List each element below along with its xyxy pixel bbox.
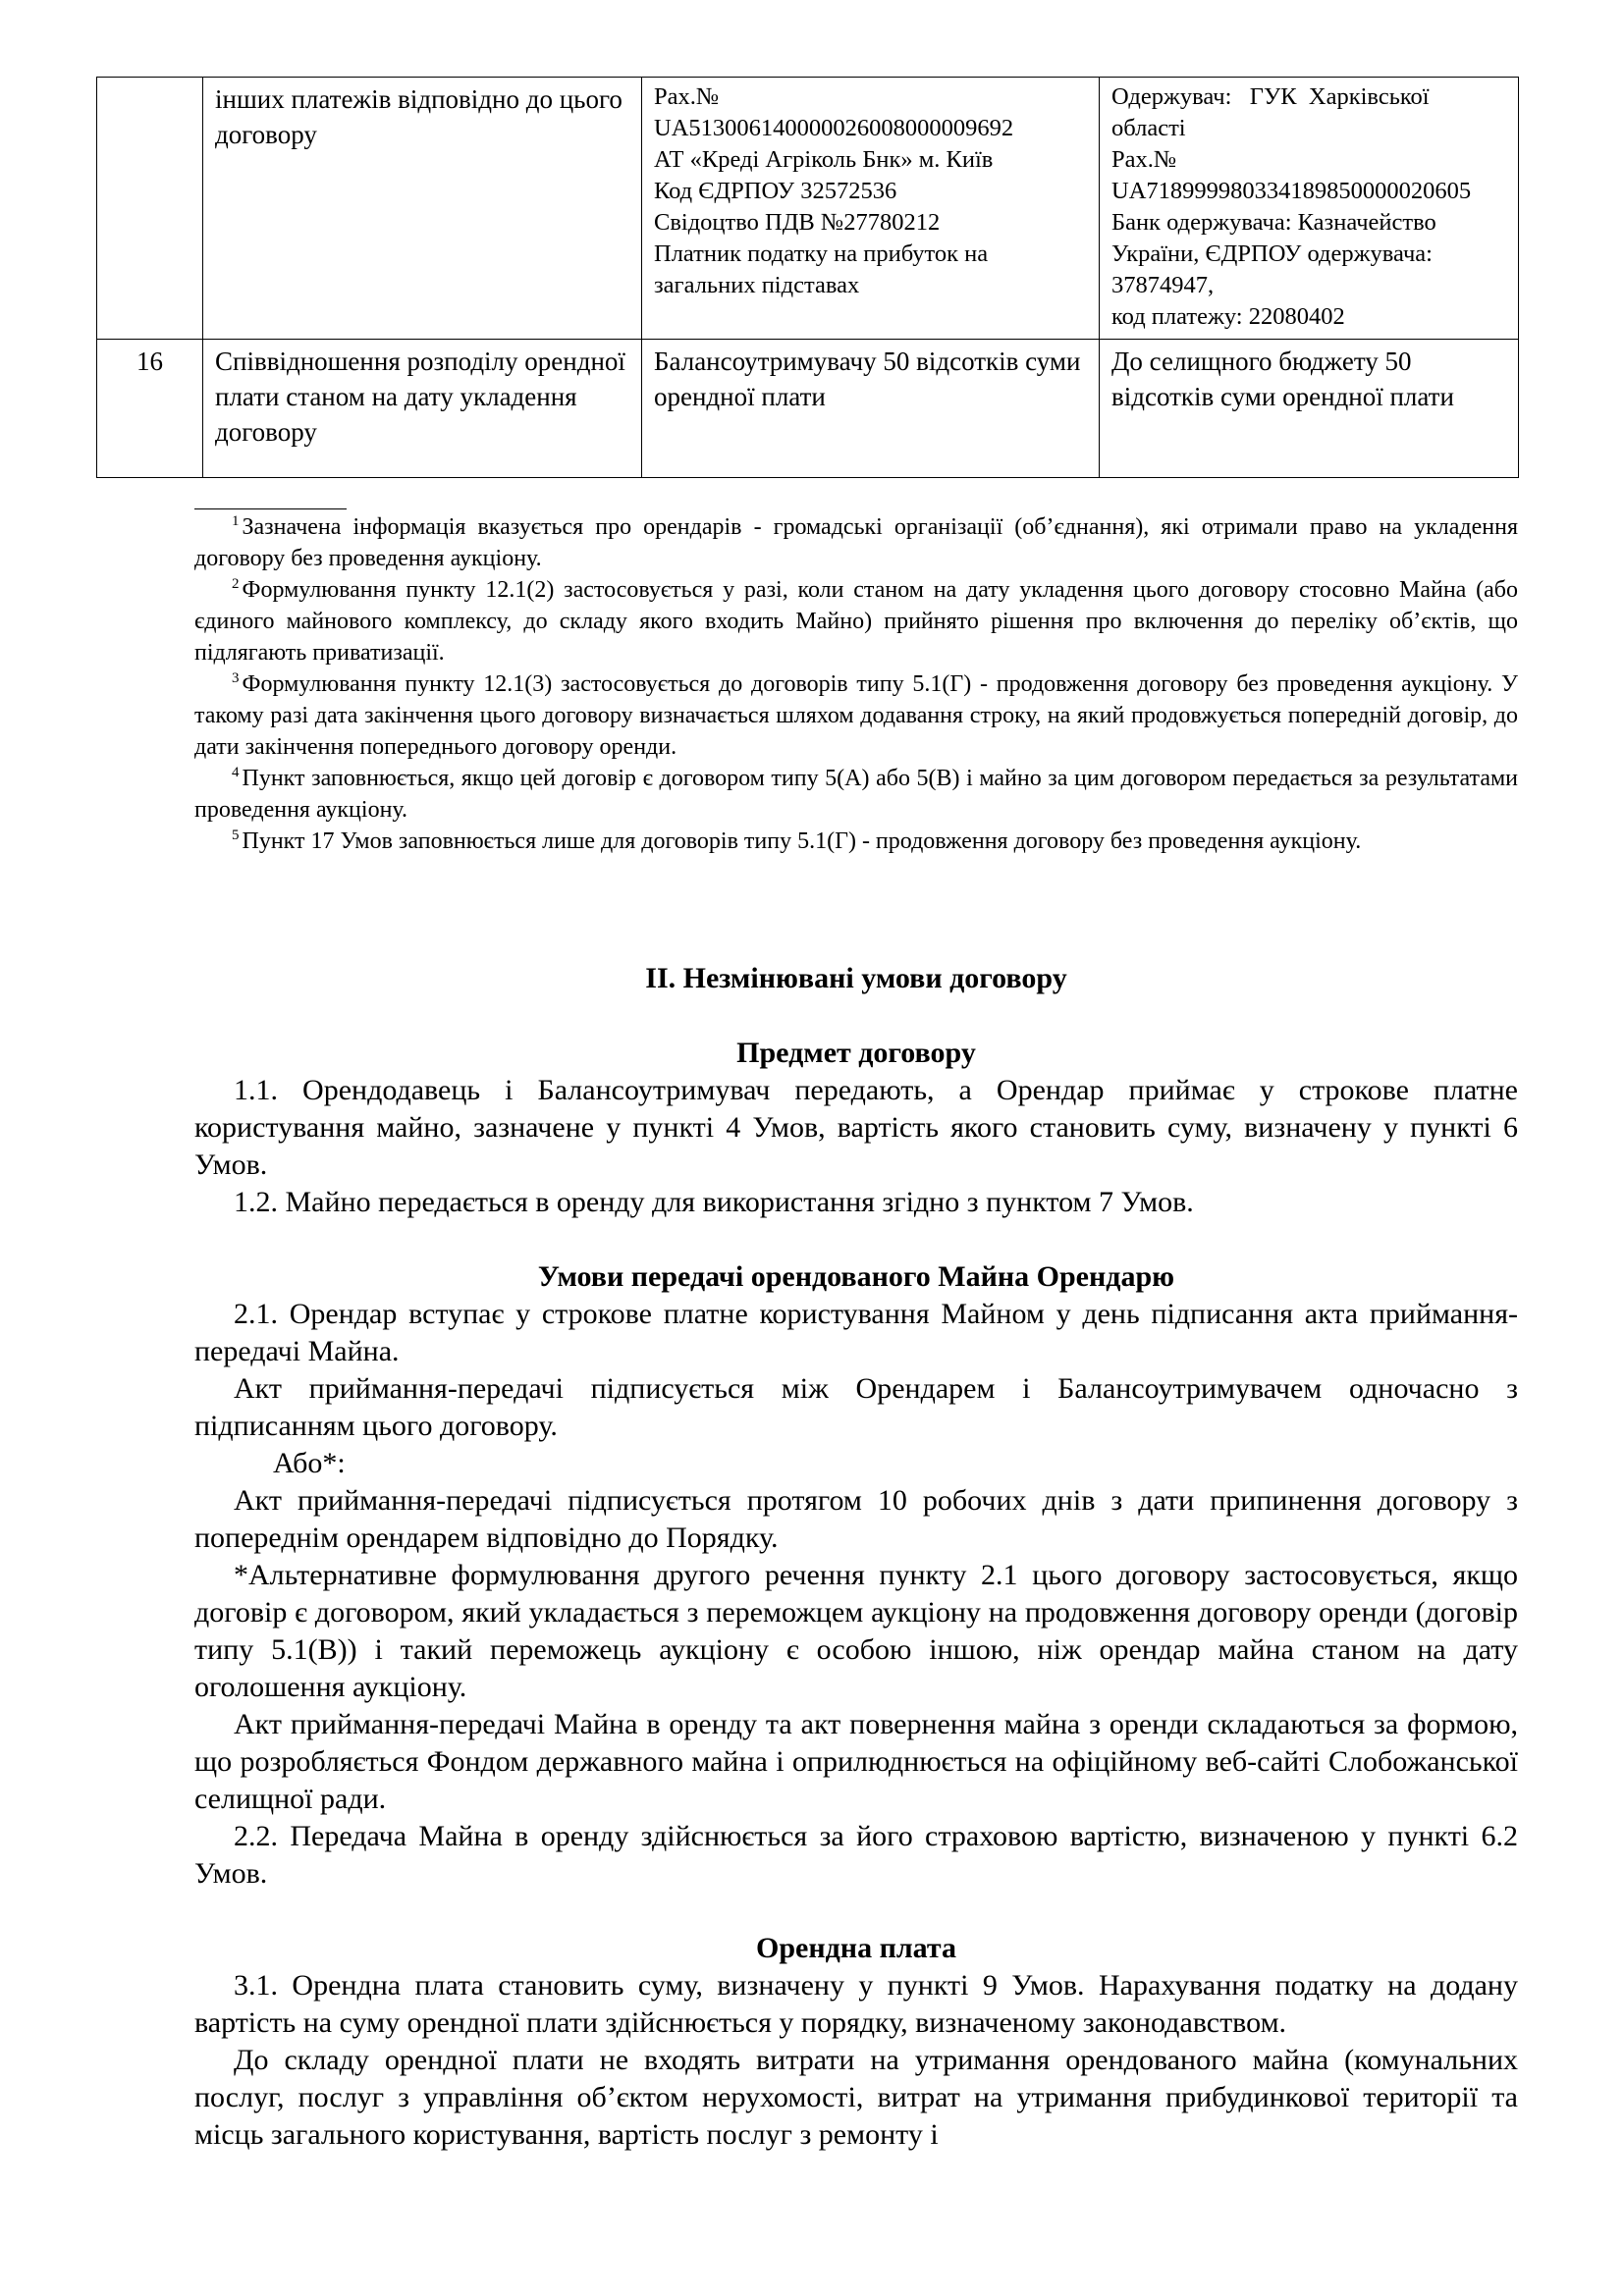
recipient-details-cell — [1100, 78, 1519, 340]
paragraph: *Альтернативне формулювання другого речення пункту 2.1 цього договору застосовується, якщо договір є договором, який укладається з переможцем аукціону на продовження договору оренди (договір типу 5.1(В)) і такий переможець аукціону є особою іншою, ніж орендар майна станом на дату оголошення аукціону. — [194, 1559, 1518, 1703]
contract-conditions-table — [96, 77, 1519, 478]
condition-name-cell: інших платежів відповідно до цього договору — [203, 78, 642, 340]
footnote-mark: 2 — [232, 576, 240, 592]
condition-name-cell: Співвідношення розподілу орендної плати станом на дату укладення договору — [203, 340, 642, 478]
footnote-mark: 3 — [232, 670, 240, 686]
footnote-mark: 4 — [232, 765, 240, 780]
footnote-mark: 5 — [232, 828, 240, 843]
recipient-line: Рах.№ — [1111, 146, 1177, 173]
paragraph: Акт приймання-передачі підписується протягом 10 робочих днів з дати припинення договору з попереднім орендарем відповідно до Порядку. — [194, 1484, 1518, 1554]
footnote-text: Формулювання пункту 12.1(2) застосовується у разі, коли станом на дату укладення цього договору стосовно Майна (або єдиного майнового комплексу, до складу якого входить Майно) прийнято рішення про включення до переліку об’єктів, що підлягають приватизації. — [194, 577, 1518, 666]
recipient-line: UA718999980334189850000020605 — [1111, 178, 1472, 204]
lessor-share-cell: Балансоутримувачу 50 відсотків суми орендної плати — [642, 340, 1100, 478]
paragraph: До складу орендної плати не входять витрати на утримання орендованого майна (комунальних послуг, послуг з управління об’єктом нерухомості, витрат на утримання прибудинкової території та місць загального користування, вартість послуг з ремонту і — [194, 2044, 1518, 2151]
lessor-line: Платник податку на прибуток на — [654, 240, 989, 267]
row-number-cell — [97, 78, 203, 340]
subsection-heading: Орендна плата — [755, 1932, 957, 1964]
footnote — [194, 763, 1518, 826]
lessor-line: Код ЄДРПОУ 32572536 — [654, 178, 897, 204]
contract-body — [194, 960, 1518, 2154]
budget-share-cell: До селищного бюджету 50 відсотків суми орендної плати — [1100, 340, 1519, 478]
recipient-line: області — [1111, 115, 1186, 141]
footnote — [194, 511, 1518, 574]
paragraph: 1.1. Орендодавець і Балансоутримувач передають, а Орендар приймає у строкове платне користування майно, зазначене у пункті 4 Умов, вартість якого становить суму, визначену у пункті 6 Умов. — [194, 1074, 1518, 1181]
footnote — [194, 826, 1518, 857]
lessor-line: Рах.№ — [654, 83, 720, 110]
paragraph: Акт приймання-передачі Майна в оренду та акт повернення майна з оренди складаються за формою, що розробляється Фондом державного майна і оприлюднюється на офіційному веб-сайті Слобожанської селищної ради. — [194, 1708, 1518, 1815]
table-row — [97, 78, 1519, 340]
lessor-line: UA513006140000026008000009692 — [654, 115, 1014, 141]
footnote-text: Пункт 17 Умов заповнюється лише для договорів типу 5.1(Г) - продовження договору без проведення аукціону. — [242, 828, 1362, 854]
footnote-separator — [194, 508, 347, 509]
section-title: II. Незмінювані умови договору — [645, 962, 1067, 994]
paragraph: 2.1. Орендар вступає у строкове платне користування Майном у день підписання акта приймання-передачі Майна. — [194, 1298, 1518, 1367]
footnote-text: Формулювання пункту 12.1(3) застосовується до договорів типу 5.1(Г) - продовження договору без проведення аукціону. У такому разі дата закінчення цього договору визначається шляхом додавання строку, на який продовжується попередній договір, до дати закінчення попереднього договору оренди. — [194, 671, 1518, 760]
footnote — [194, 668, 1518, 763]
footnote — [194, 574, 1518, 668]
lessor-line: АТ «Креді Агріколь Бнк» м. Київ — [654, 146, 994, 173]
lessor-line: Свідоцтво ПДВ №27780212 — [654, 209, 941, 236]
lessor-details-cell — [642, 78, 1100, 340]
recipient-line: 37874947, — [1111, 272, 1215, 298]
subsection-heading: Умови передачі орендованого Майна Орендарю — [537, 1260, 1175, 1293]
paragraph: 3.1. Орендна плата становить суму, визначену у пункті 9 Умов. Нарахування податку на додану вартість на суму орендної плати здійснюється у порядку, визначеному законодавством. — [194, 1969, 1518, 2039]
lessor-line: загальних підставах — [654, 272, 860, 298]
table-row — [97, 340, 1519, 478]
paragraph: Або*: — [273, 1447, 346, 1479]
subsection-heading: Предмет договору — [736, 1037, 976, 1069]
recipient-line: код платежу: 22080402 — [1111, 303, 1345, 330]
footnote-text: Зазначена інформація вказується про орендарів - громадські організації (об’єднання), які отримали право на укладення договору без проведення аукціону. — [194, 514, 1518, 571]
paragraph: 1.2. Майно передається в оренду для використання згідно з пунктом 7 Умов. — [234, 1186, 1194, 1218]
paragraph: 2.2. Передача Майна в оренду здійснюється за його страховою вартістю, визначеною у пункті 6.2 Умов. — [194, 1820, 1518, 1890]
footnote-text: Пункт заповнюється, якщо цей договір є договором типу 5(А) або 5(В) і майно за цим договором передається за результатами проведення аукціону. — [194, 766, 1518, 823]
paragraph: Акт приймання-передачі підписується між Орендарем і Балансоутримувачем одночасно з підписанням цього договору. — [194, 1372, 1518, 1442]
recipient-line: Одержувач: ГУК Харківської — [1111, 83, 1430, 110]
footnotes — [194, 511, 1518, 857]
recipient-line: Банк одержувача: Казначейство — [1111, 209, 1436, 236]
row-number-cell: 16 — [97, 340, 203, 478]
recipient-line: України, ЄДРПОУ одержувача: — [1111, 240, 1433, 267]
footnote-mark: 1 — [232, 513, 240, 529]
